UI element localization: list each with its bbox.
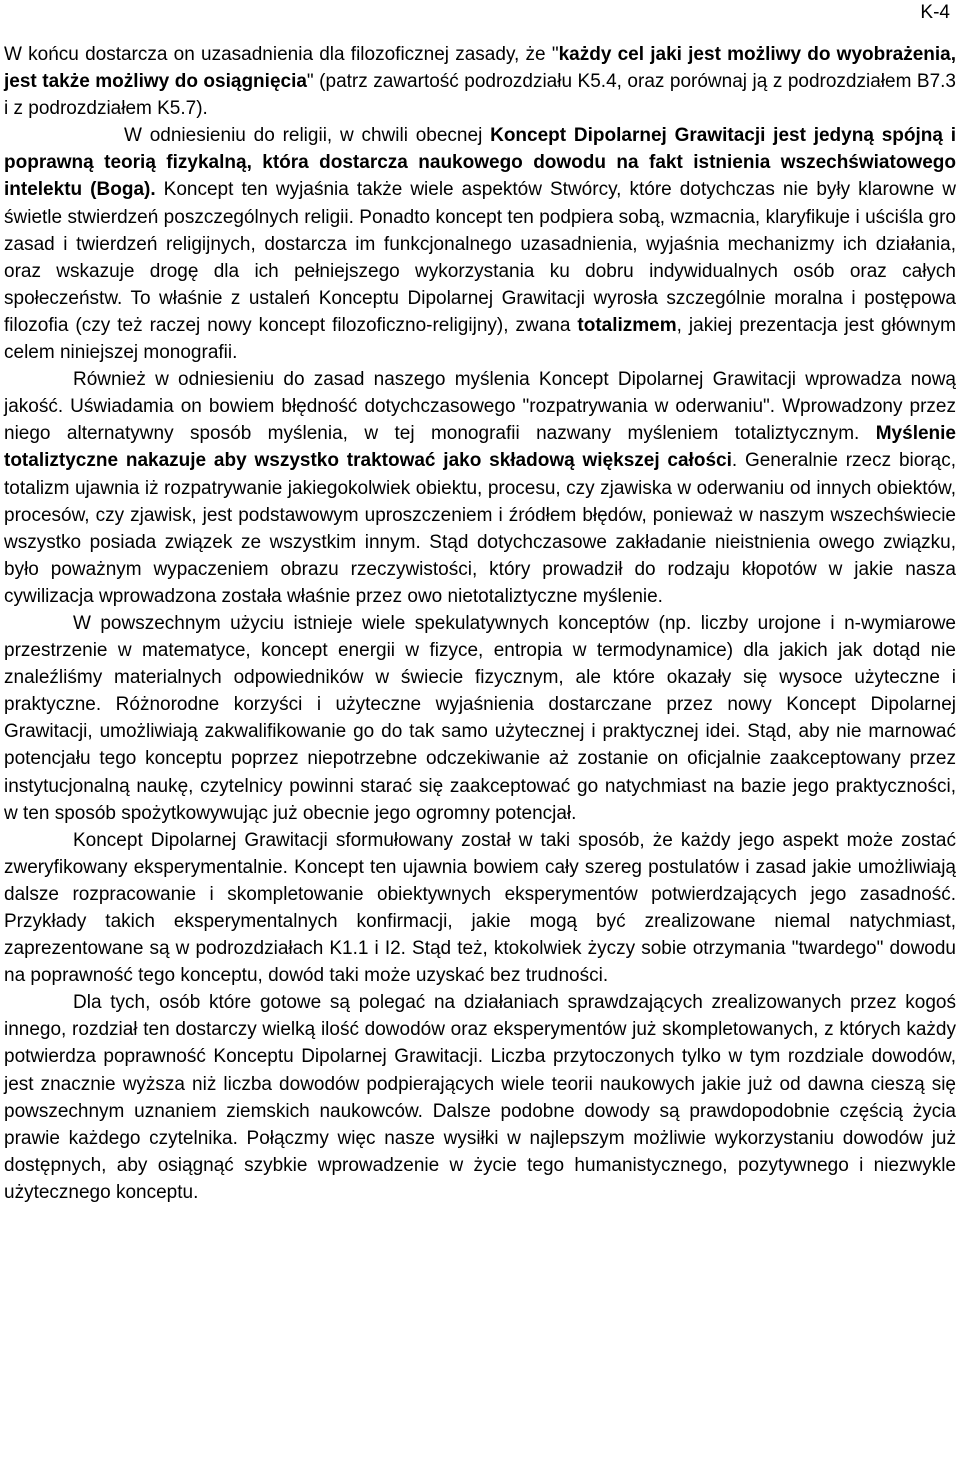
text-run: Koncept Dipolarnej Grawitacji sformułowany został w taki sposób, że każdy jego aspekt może zostać zweryfikowany eksperymentalnie. Koncept ten ujawnia bowiem cały szereg postulatów i zasad jakie umożliwiają dalsze rozpracowanie i skompletowanie obiektywnych eksperymentów potwierdzających jego zasadność. Przykłady takich eksperymentalnych konfirmacji, jakie mogą być zrealizowane niemal natychmiast, zaprezentowane są w podrozdziałach K1.1 i I2. Stąd też, ktokolwiek życzy sobie otrzymania "twardego" dowodu na poprawność tego konceptu, dowód taki może uzyskać bez trudności. xyxy=(4,829,956,987)
text-run: W powszechnym użyciu istnieje wiele spekulatywnych konceptów (np. liczby urojone i n-wymiarowe przestrzenie w matematyce, koncept energii w fizyce, entropia w termodynamice) dla jakich jak dotąd nie znaleźliśmy materialnych odpowiedników w świecie fizycznym, ale które okazały się wysoce użyteczne i praktyczne. Różnorodne korzyści i użyteczne wyjaśnienia dostarczane przez nowy Koncept Dipolarnej Grawitacji, umożliwiają zakwalifikowanie go do tak samo użytecznej i praktycznej idei. Stąd, aby nie marnować potencjału tego konceptu poprzez niepotrzebne odczekiwanie aż zostanie on oficjalnie zaakceptowany przez instytucjonalną naukę, czytelnicy powinni starać się zaakceptować go natychmiast na bazie jego praktyczności, w ten sposób spożytkowywując już obecnie jego ogromny potencjał. xyxy=(4,612,956,824)
text-run: Koncept ten wyjaśnia także wiele aspektów Stwórcy, które dotychczas nie były klarowne w świetle stwierdzeń poszczególnych religii. Ponadto koncept ten podpiera sobą, wzmacnia, klaryfikuje i uściśla gro zasad i twierdzeń religijnych, dostarcza im funkcjonalnego uzasadnienia, wyjaśnia mechanizmy ich działania, oraz wskazuje drogę dla ich pełniejszego wykorzystania ku dobru indywidualnych osób oraz całych społeczeństw. To właśnie z ustaleń Konceptu Dipolarnej Grawitacji wyrosła szczególnie moralna i postępowa filozofia (czy też raczej nowy koncept filozoficzno-religijny), zwana xyxy=(4,179,956,336)
text-run: " (patrz zawartość podrozdziału K5.4, oraz porównaj ją z podrozdziałem B7.3 i z podrozdziałem K5.7). xyxy=(4,71,956,120)
text-run: W końcu dostarcza on uzasadnienia dla filozoficznej zasady, że " xyxy=(4,44,559,65)
paragraph-6 xyxy=(4,989,956,1206)
document-body xyxy=(4,41,956,1206)
bold-text-run: Koncept Dipolarnej Grawitacji jest jedyną spójną i poprawną teorią fizykalną, która dostarcza naukowego dowodu na fakt istnienia wszechświatowego intelektu (Boga). xyxy=(4,125,956,201)
bold-text-run: Myślenie totaliztyczne nakazuje aby wszystko traktować jako składową większej całości xyxy=(4,423,956,472)
text-run: Również w odniesieniu do zasad naszego myślenia Koncept Dipolarnej Grawitacji wprowadza nową jakość. Uświadamia on bowiem błędność dotychczasowego "rozpatrywania w oderwaniu". Wprowadzony przez niego alternatywny sposób myślenia, w tej monografii nazwany myśleniem totaliztycznym. xyxy=(4,369,956,445)
paragraph-3 xyxy=(4,366,956,610)
text-run: W odniesieniu do religii, w chwili obecnej xyxy=(124,125,491,147)
bold-text-run: każdy cel jaki jest możliwy do wyobrażenia, jest także możliwy do osiągnięcia xyxy=(4,44,956,93)
page-number: K-4 xyxy=(920,2,950,23)
paragraph-1 xyxy=(4,41,956,122)
paragraph-5 xyxy=(4,827,956,990)
paragraph-4 xyxy=(4,610,956,827)
text-run: Dla tych, osób które gotowe są polegać na działaniach sprawdzających zrealizowanych przez kogoś innego, rozdział ten dostarczy wielką ilość dowodów oraz eksperymentów już skompletowanych, z których każdy potwierdza poprawność Konceptu Dipolarnej Grawitacji. Liczba przytoczonych tylko w tym rozdziale dowodów, jest znacznie wyższa niż liczba dowodów podpierających wiele teorii naukowych jakie już od dawna cieszą się powszechnym uznaniem ziemskich naukowców. Dalsze podobne dowody są prawdopodobnie częścią życia prawie każdego czytelnika. Połączmy więc nasze wysiłki w najlepszym możliwie wykorzystaniu dowodów już dostępnych, aby osiągnąć szybkie wprowadzenie w życie tego humanistycznego, pozytywnego i niezwykle użytecznego konceptu. xyxy=(4,992,956,1203)
bold-text-run: totalizmem xyxy=(577,314,677,336)
paragraph-2 xyxy=(4,122,956,366)
text-run: , jakiej prezentacja jest głównym celem niniejszej monografii. xyxy=(4,314,956,364)
text-run: . Generalnie rzecz biorąc, totalizm ujawnia iż rozpatrywanie jakiegokolwiek obiektu, procesu, czy zjawiska w oderwaniu od innych obiektów, procesów, czy zjawisk, jest podstawowym uproszczeniem i źródłem błędów, ponieważ w naszym wszechświecie wszystko posiada związek ze wszystkim innym. Stąd dotychczasowe zakładanie nieistnienia owego związku, było poważnym wypaczeniem obrazu rzeczywistości, który prowadził do rodzaju kłopotów w jakie nasza cywilizacja wprowadzona została właśnie przez owo nietotaliztyczne myślenie. xyxy=(4,450,956,607)
